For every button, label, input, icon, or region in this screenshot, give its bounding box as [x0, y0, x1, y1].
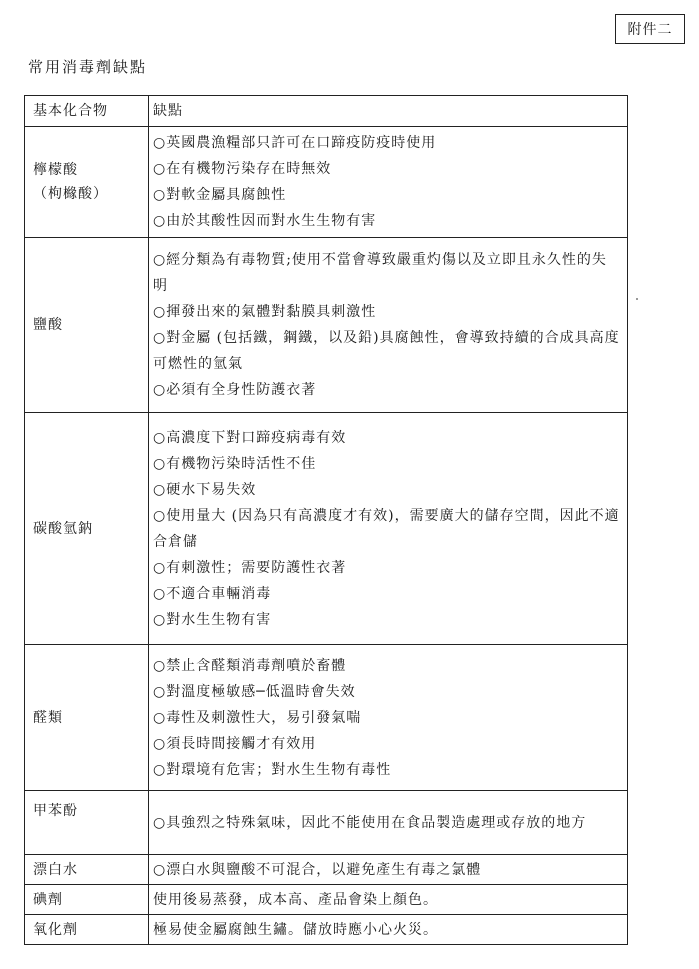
table-header-row [25, 96, 628, 127]
compound-name: 碘劑 [33, 891, 63, 908]
list-item: ○禁止含醛類消毒劑噴於畜體 [153, 657, 347, 674]
compound-name: 碳酸氫鈉 [33, 520, 93, 537]
list-item: ○硬水下易失效 [153, 481, 257, 498]
compound-cell [25, 915, 149, 945]
drawbacks-cell [149, 127, 628, 238]
list-item: ○毒性及刺激性大，易引發氣喘 [153, 709, 362, 726]
compound-cell [25, 885, 149, 915]
table-row [25, 915, 628, 945]
list-item: ○對金屬 (包括鐵，鋼鐵，以及鉛)具腐蝕性，會導致持續的合成具高度可燃性的氫氣 [153, 330, 620, 372]
list-item: ○有機物污染時活性不佳 [153, 455, 317, 472]
drawbacks-cell [149, 645, 628, 791]
compound-cell [25, 791, 149, 855]
list-item: ○揮發出來的氣體對黏膜具刺激性 [153, 304, 377, 320]
list-item: 極易使金屬腐蝕生鏽。儲放時應小心火災。 [153, 921, 438, 938]
table-row [25, 855, 628, 885]
list-item: ○英國農漁糧部只許可在口蹄疫防疫時使用 [153, 135, 437, 151]
compound-cell [25, 855, 149, 885]
disinfectant-table [24, 95, 628, 945]
list-item: ○具強烈之特殊氣味，因此不能使用在食品製造處理或存放的地方 [153, 814, 587, 831]
list-item: ○漂白水與鹽酸不可混合，以避免產生有毒之氯體 [153, 861, 482, 878]
list-item: ○須長時間接觸才有效用 [153, 735, 317, 752]
compound-name: 鹽酸 [33, 317, 63, 333]
drawbacks-cell [149, 885, 628, 915]
table-row [25, 413, 628, 645]
list-item: ○在有機物污染存在時無效 [153, 161, 332, 177]
list-item: ○對溫度極敏感─低溫時會失效 [153, 683, 356, 700]
list-item: 使用後易蒸發，成本高、產品會染上顏色。 [153, 891, 438, 908]
list-item: ○必須有全身性防護衣著 [153, 382, 317, 398]
drawbacks-cell [149, 413, 628, 645]
attachment-label: 附件二 [615, 14, 685, 44]
drawbacks-cell [149, 915, 628, 945]
table-row [25, 791, 628, 855]
compound-alias: （枸櫞酸） [33, 186, 108, 202]
table-row [25, 645, 628, 791]
list-item: ○高濃度下對口蹄疫病毒有效 [153, 429, 347, 446]
list-item: ○對環境有危害；對水生生物有毒性 [153, 761, 392, 778]
list-item: ○經分類為有毒物質;使用不當會導致嚴重灼傷以及立即且永久性的失明 [153, 252, 607, 294]
scan-speck [636, 298, 638, 300]
header-compound: 基本化合物 [25, 96, 149, 127]
list-item: ○使用量大 (因為只有高濃度才有效)，需要廣大的儲存空間，因此不適合倉儲 [153, 507, 620, 550]
list-item: ○對水生生物有害 [153, 611, 272, 628]
compound-cell [25, 238, 149, 413]
compound-cell [25, 413, 149, 645]
drawbacks-cell [149, 791, 628, 855]
list-item: ○不適合車輛消毒 [153, 585, 272, 602]
list-item: ○有刺激性；需要防護性衣著 [153, 559, 347, 576]
compound-name: 漂白水 [33, 861, 78, 878]
table-row [25, 127, 628, 238]
document-title: 常用消毒劑缺點 [28, 58, 148, 76]
compound-name: 甲苯酚 [33, 803, 78, 819]
table-row [25, 238, 628, 413]
drawbacks-cell [149, 238, 628, 413]
compound-cell [25, 645, 149, 791]
list-item: ○由於其酸性因而對水生生物有害 [153, 213, 377, 229]
compound-name: 檸檬酸 [33, 162, 78, 178]
header-drawbacks: 缺點 [149, 96, 628, 127]
compound-name: 醛類 [33, 709, 63, 726]
compound-cell [25, 127, 149, 238]
table-row [25, 885, 628, 915]
list-item: ○對軟金屬具腐蝕性 [153, 187, 287, 203]
compound-name: 氧化劑 [33, 921, 78, 938]
drawbacks-cell [149, 855, 628, 885]
